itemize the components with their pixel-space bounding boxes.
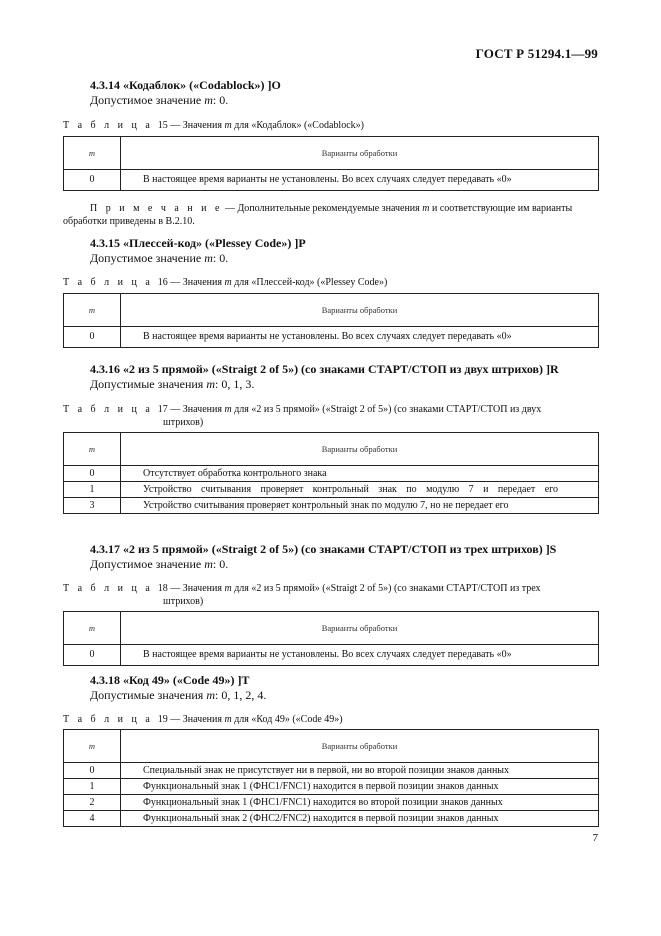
table-row: 0 В настоящее время варианты не установлены. Во всех случаях следует передавать «0» xyxy=(64,645,599,666)
section-4-3-18 xyxy=(90,673,600,703)
section-heading: 4.3.16 «2 из 5 прямой» («Straigt 2 of 5») (со знаками СТАРТ/СТОП из двух штрихов) ]R xyxy=(90,362,559,376)
col-header-variants: Варианты обработки xyxy=(121,730,599,763)
allowed-values: Допустимое значение m: 0. xyxy=(90,93,229,107)
table-18-caption: Т а б л и ц а 18 — Значения m для «2 из 5 прямой» («Straigt 2 of 5») (со знаками СТАРТ/СТОП из трех штрихов) xyxy=(63,583,541,607)
table-row: 4 Функциональный знак 2 (ФНС2/FNC2) находится в первой позиции знаков данных xyxy=(64,811,599,827)
section-4-3-16 xyxy=(90,362,600,392)
table-17 xyxy=(63,432,599,514)
table-15-caption: Т а б л и ц а 15 — Значения m для «Кодаблок» («Codablock») xyxy=(63,120,364,131)
page-number: 7 xyxy=(592,832,598,844)
section-heading: 4.3.14 «Кодаблок» («Codablock») ]O xyxy=(90,78,281,92)
section-4-3-15 xyxy=(90,236,600,266)
table-row: 3 Устройство считывания проверяет контрольный знак по модулю 7, но не передает его xyxy=(64,498,599,514)
table-18 xyxy=(63,611,599,666)
col-header-m: m xyxy=(64,730,121,763)
table-row: 0 Специальный знак не присутствует ни в первой, ни во второй позиции знаков данных xyxy=(64,763,599,779)
table-row: 0 В настоящее время варианты не установлены. Во всех случаях следует передавать «0» xyxy=(64,170,599,191)
table-19-caption: Т а б л и ц а 19 — Значения m для «Код 49» («Code 49») xyxy=(63,714,343,725)
table-17-caption: Т а б л и ц а 17 — Значения m для «2 из 5 прямой» («Straigt 2 of 5») (со знаками СТАРТ/СТОП из двух штрихов) xyxy=(63,404,542,428)
col-header-variants: Варианты обработки xyxy=(121,612,599,645)
col-header-variants: Варианты обработки xyxy=(121,433,599,466)
col-header-m: m xyxy=(64,294,121,327)
table-16-caption: Т а б л и ц а 16 — Значения m для «Плессей-код» («Plessey Code») xyxy=(63,277,388,288)
section-4-3-17 xyxy=(90,542,600,572)
table-row: 0 В настоящее время варианты не установлены. Во всех случаях следует передавать «0» xyxy=(64,327,599,348)
allowed-values: Допустимые значения m: 0, 1, 2, 4. xyxy=(90,688,267,702)
section-heading: 4.3.18 «Код 49» («Code 49») ]T xyxy=(90,673,250,687)
table-row: 0 Отсутствует обработка контрольного знака xyxy=(64,466,599,482)
table-row: 1 Устройство считывания проверяет контрольный знак по модулю 7 и передает его xyxy=(64,482,599,498)
col-header-m: m xyxy=(64,612,121,645)
col-header-variants: Варианты обработки xyxy=(121,137,599,170)
section-4-3-14 xyxy=(90,78,600,108)
table-row: 2 Функциональный знак 1 (ФНС1/FNC1) находится во второй позиции знаков данных xyxy=(64,795,599,811)
col-header-m: m xyxy=(64,433,121,466)
table-15-note: П р и м е ч а н и е — Дополнительные рекомендуемые значения m и соответствующие им варианты обработки приведены в В.2.10. xyxy=(63,203,573,227)
section-heading: 4.3.15 «Плессей-код» («Plessey Code») ]P xyxy=(90,236,306,250)
col-header-variants: Варианты обработки xyxy=(121,294,599,327)
table-row: 1 Функциональный знак 1 (ФНС1/FNC1) находится в первой позиции знаков данных xyxy=(64,779,599,795)
allowed-values: Допустимое значение m: 0. xyxy=(90,251,229,265)
table-16 xyxy=(63,293,599,348)
allowed-values: Допустимые значения m: 0, 1, 3. xyxy=(90,377,255,391)
col-header-m: m xyxy=(64,137,121,170)
document-code: ГОСТ Р 51294.1—99 xyxy=(475,46,598,61)
table-15 xyxy=(63,136,599,191)
section-heading: 4.3.17 «2 из 5 прямой» («Straigt 2 of 5») (со знаками СТАРТ/СТОП из трех штрихов) ]S xyxy=(90,542,557,556)
table-19 xyxy=(63,729,599,827)
allowed-values: Допустимое значение m: 0. xyxy=(90,557,229,571)
